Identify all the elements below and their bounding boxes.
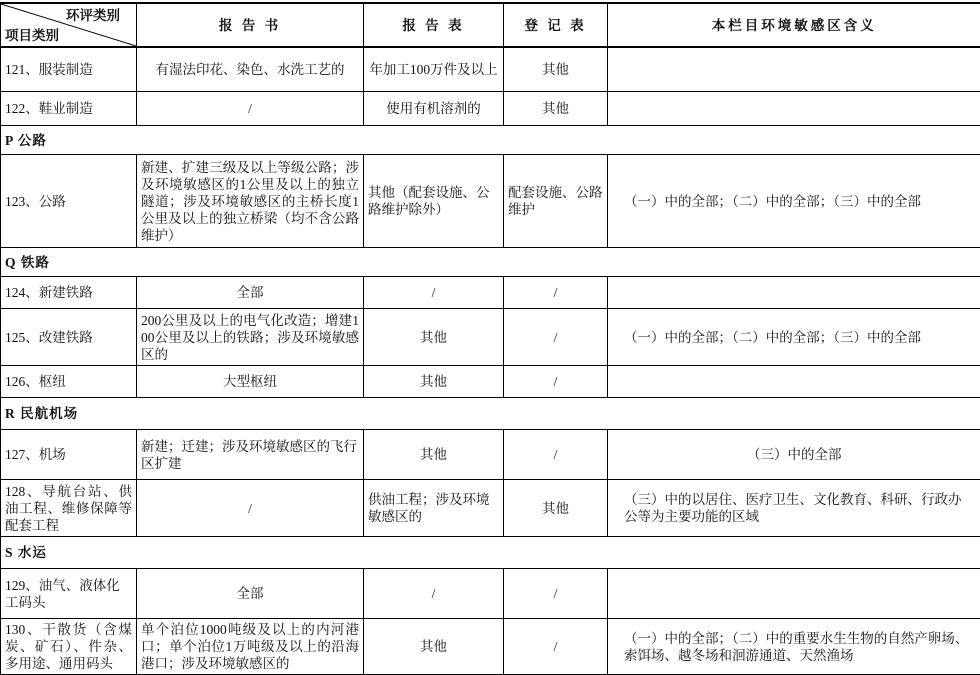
header-eia-category-label: 环评类别 <box>66 7 120 24</box>
section-title: R 民航机场 <box>1 398 980 430</box>
report-form-cell: 供油工程；涉及环境敏感区的 <box>364 480 504 537</box>
project-category-cell: 128、导航台站、供油工程、维修保障等配套工程 <box>1 480 137 537</box>
header-report-book: 报 告 书 <box>137 3 364 47</box>
report-book-cell: 有湿法印花、染色、水洗工艺的 <box>137 47 364 92</box>
registration-form-cell: / <box>504 277 608 309</box>
report-book-cell: 大型枢纽 <box>137 366 364 398</box>
registration-form-cell: / <box>504 309 608 366</box>
section-title: Q 铁路 <box>1 248 980 277</box>
report-book-cell: 全部 <box>137 569 364 619</box>
sensitive-area-cell <box>608 277 980 309</box>
table-row-126 <box>1 366 980 398</box>
header-report-form: 报 告 表 <box>364 3 504 47</box>
table-row-121 <box>1 47 980 92</box>
sensitive-area-cell <box>608 366 980 398</box>
project-category-cell: 125、改建铁路 <box>1 309 137 366</box>
report-form-cell: 其他 <box>364 309 504 366</box>
report-form-cell: / <box>364 277 504 309</box>
registration-form-cell: / <box>504 430 608 480</box>
registration-form-cell: 配套设施、公路维护 <box>504 155 608 248</box>
project-category-cell: 124、新建铁路 <box>1 277 137 309</box>
table-row-124 <box>1 277 980 309</box>
table-row-130 <box>1 619 980 675</box>
table-row-128 <box>1 480 980 537</box>
header-sensitive-area-meaning: 本栏目环境敏感区含义 <box>608 3 980 47</box>
registration-form-cell: / <box>504 366 608 398</box>
report-book-cell: 单个泊位1000吨级及以上的内河港口；单个泊位1万吨级及以上的沿海港口；涉及环境敏感区的 <box>137 619 364 675</box>
registration-form-cell: / <box>504 619 608 675</box>
project-category-cell: 126、枢纽 <box>1 366 137 398</box>
table-row-122 <box>1 92 980 126</box>
table-row-127 <box>1 430 980 480</box>
sensitive-area-cell <box>608 92 980 126</box>
project-category-cell: 121、服装制造 <box>1 47 137 92</box>
report-book-cell: 全部 <box>137 277 364 309</box>
section-title: S 水运 <box>1 537 980 569</box>
report-book-cell: / <box>137 480 364 537</box>
table-row-123 <box>1 155 980 248</box>
header-registration-form: 登 记 表 <box>504 3 608 47</box>
report-book-cell: / <box>137 92 364 126</box>
registration-form-cell: 其他 <box>504 480 608 537</box>
table-row-125 <box>1 309 980 366</box>
section-header-row-s <box>1 537 980 569</box>
report-form-cell: 其他 <box>364 366 504 398</box>
sensitive-area-cell: （一）中的全部；（二）中的重要水生生物的自然产卵场、索饵场、越冬场和洄游通道、天然渔场 <box>608 619 980 675</box>
registration-form-cell: / <box>504 569 608 619</box>
report-form-cell: 其他 <box>364 430 504 480</box>
registration-form-cell: 其他 <box>504 92 608 126</box>
project-category-cell: 123、公路 <box>1 155 137 248</box>
sensitive-area-cell: （三）中的以居住、医疗卫生、文化教育、科研、行政办公等为主要功能的区域 <box>608 480 980 537</box>
registration-form-cell: 其他 <box>504 47 608 92</box>
project-category-cell: 127、机场 <box>1 430 137 480</box>
project-category-cell: 130、干散货（含煤炭、矿石）、件杂、多用途、通用码头 <box>1 619 137 675</box>
sensitive-area-cell <box>608 569 980 619</box>
project-category-cell: 122、鞋业制造 <box>1 92 137 126</box>
section-header-row-p <box>1 126 980 155</box>
sensitive-area-cell: （三）中的全部 <box>608 430 980 480</box>
table-header-row <box>1 3 980 47</box>
report-book-cell: 新建；迁建；涉及环境敏感区的飞行区扩建 <box>137 430 364 480</box>
sensitive-area-cell <box>608 47 980 92</box>
report-book-cell: 新建、扩建三级及以上等级公路；涉及环境敏感区的1公里及以上的独立隧道；涉及环境敏感区的主桥长度1公里及以上的独立桥梁（均不含公路维护） <box>137 155 364 248</box>
header-project-category-label: 项目类别 <box>5 27 59 44</box>
section-title: P 公路 <box>1 126 980 155</box>
report-form-cell: 使用有机溶剂的 <box>364 92 504 126</box>
sensitive-area-cell: （一）中的全部；（二）中的全部；（三）中的全部 <box>608 309 980 366</box>
report-form-cell: 其他（配套设施、公路维护除外） <box>364 155 504 248</box>
sensitive-area-cell: （一）中的全部；（二）中的全部；（三）中的全部 <box>608 155 980 248</box>
eia-category-table <box>0 2 980 675</box>
diagonal-header-cell <box>1 3 137 47</box>
report-form-cell: 年加工100万件及以上 <box>364 47 504 92</box>
section-header-row-q <box>1 248 980 277</box>
project-category-cell: 129、油气、液体化工码头 <box>1 569 137 619</box>
table-row-129 <box>1 569 980 619</box>
report-form-cell: / <box>364 569 504 619</box>
report-form-cell: 其他 <box>364 619 504 675</box>
report-book-cell: 200公里及以上的电气化改造；增建100公里及以上的铁路；涉及环境敏感区的 <box>137 309 364 366</box>
section-header-row-r <box>1 398 980 430</box>
